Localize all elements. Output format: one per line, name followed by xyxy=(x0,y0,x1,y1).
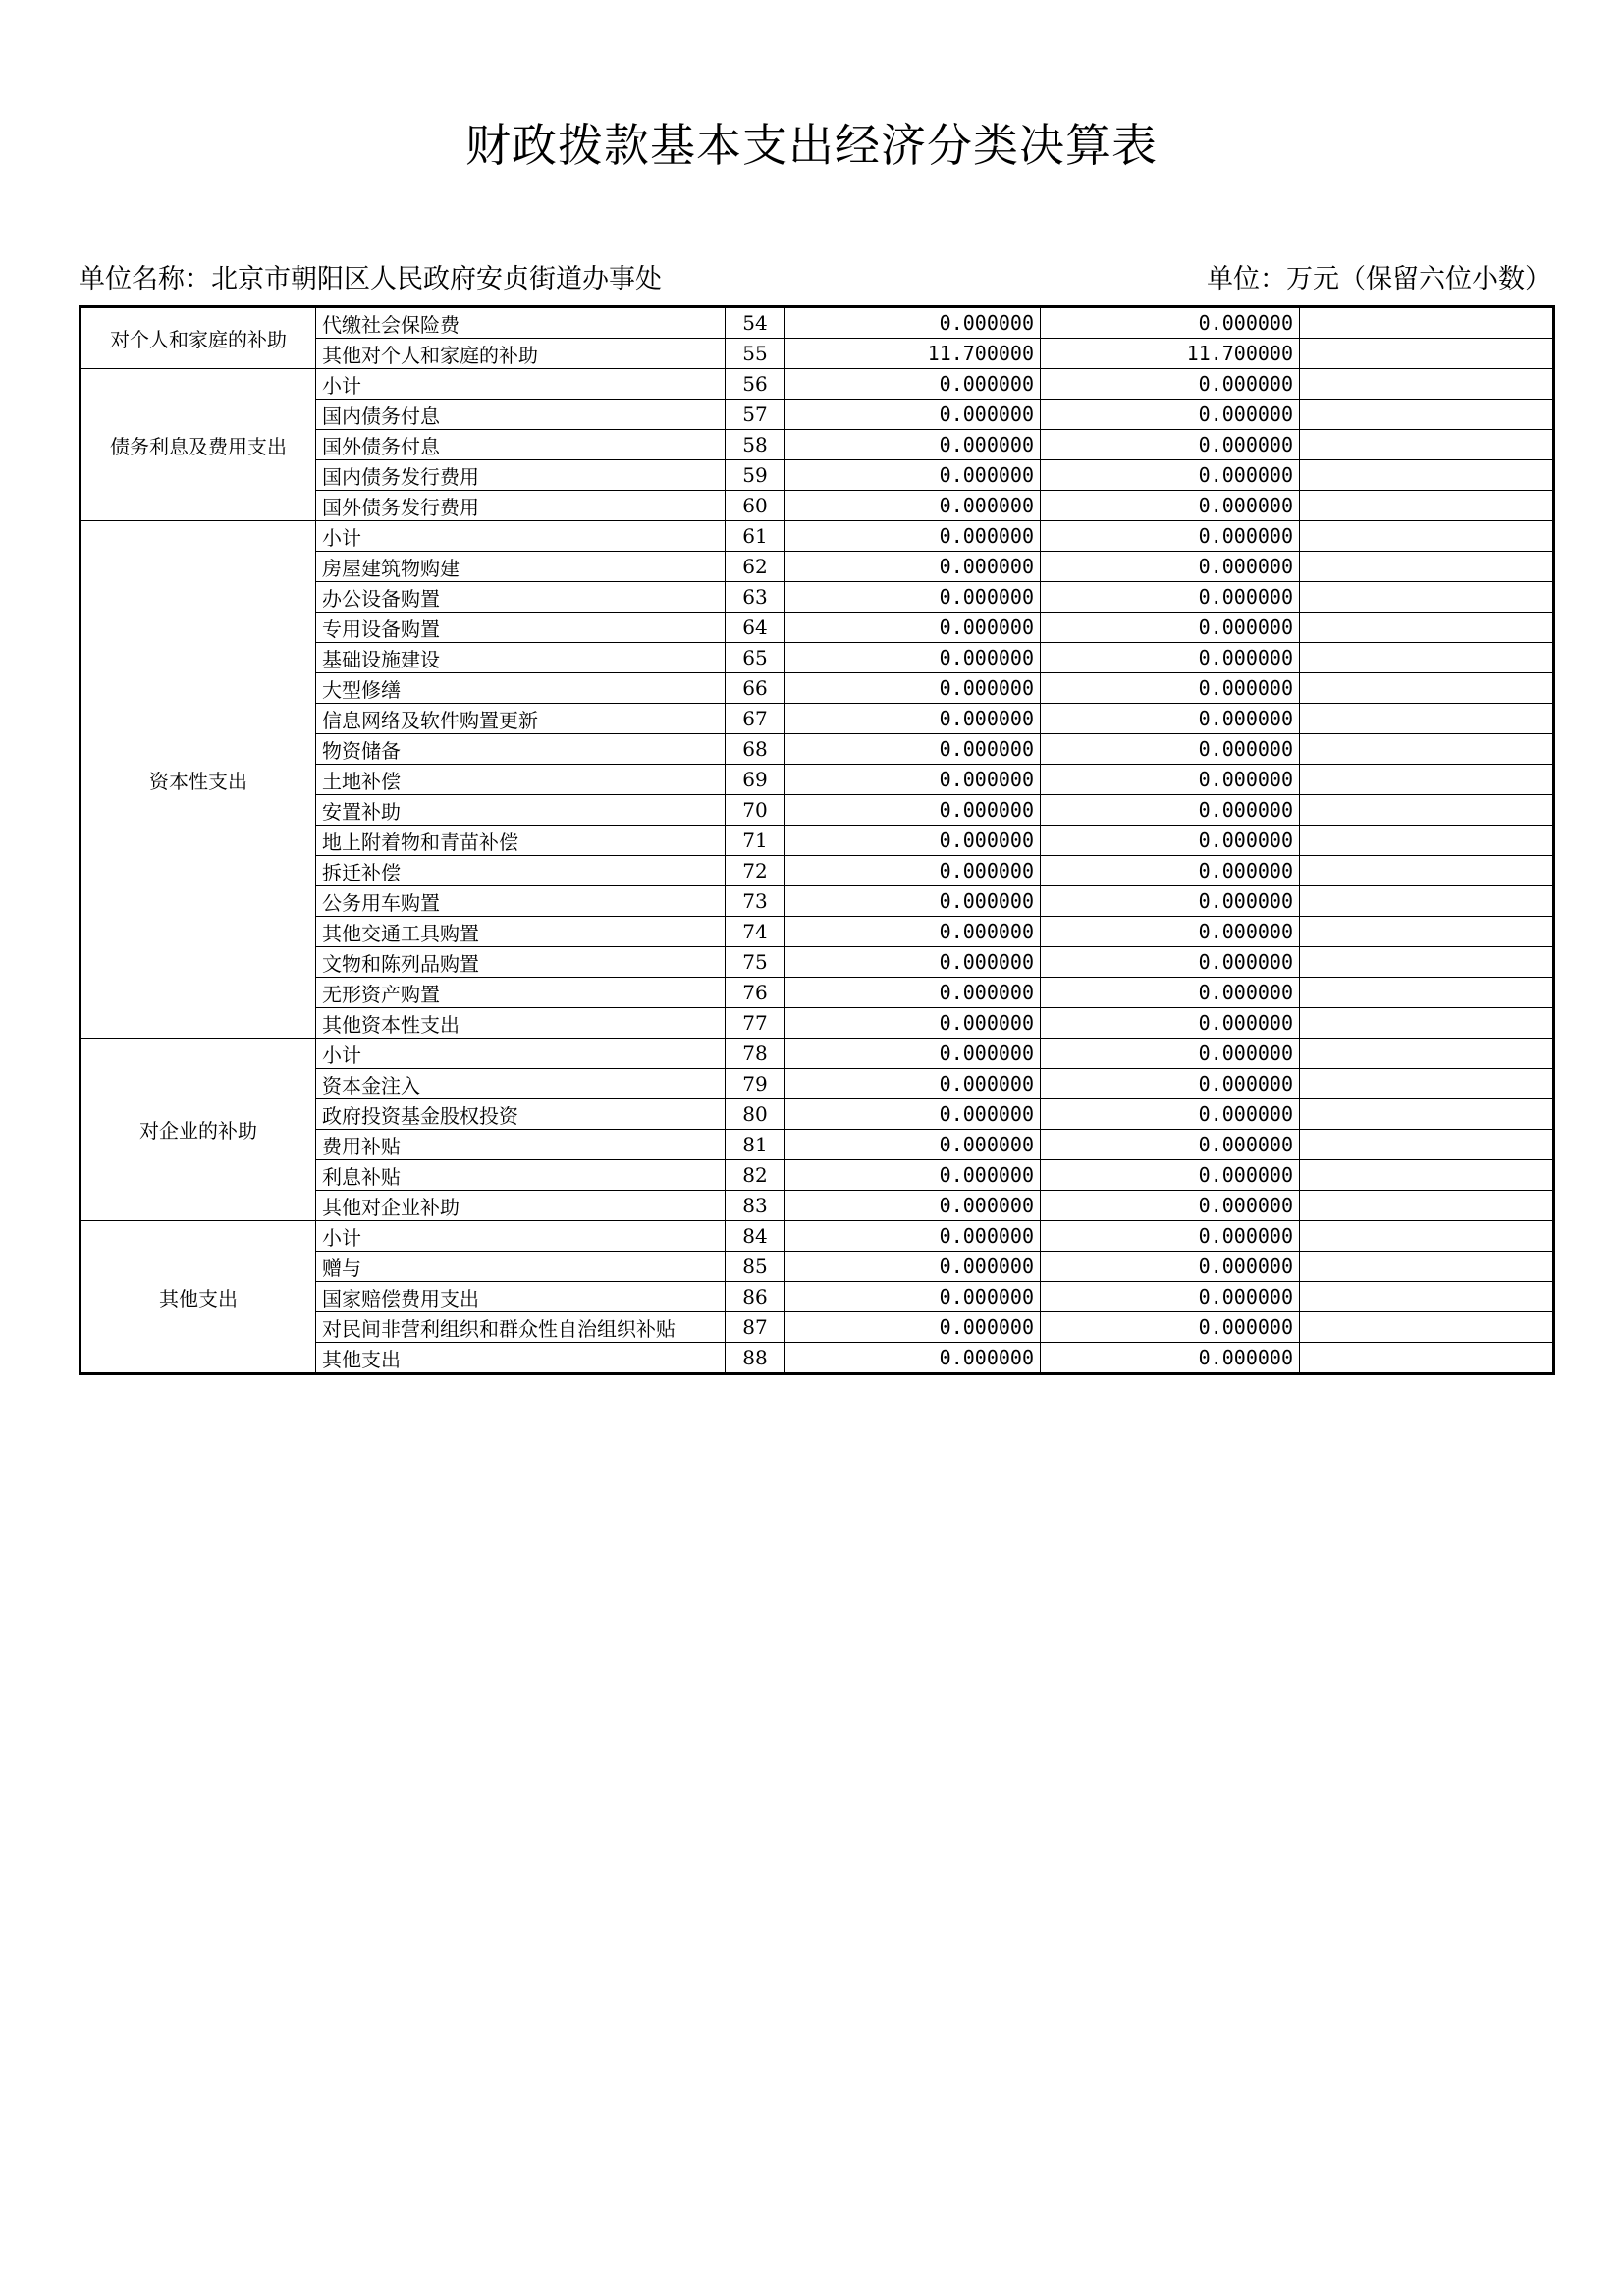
item-cell: 对民间非营利组织和群众性自治组织补贴 xyxy=(316,1312,726,1343)
code-cell: 76 xyxy=(726,978,785,1008)
value-cell-1: 0.000000 xyxy=(785,1069,1041,1099)
item-cell: 其他交通工具购置 xyxy=(316,917,726,947)
value-cell-2: 0.000000 xyxy=(1041,917,1300,947)
item-cell: 其他对个人和家庭的补助 xyxy=(316,339,726,369)
value-cell-1: 0.000000 xyxy=(785,1221,1041,1252)
empty-cell xyxy=(1300,1099,1554,1130)
value-cell-2: 0.000000 xyxy=(1041,491,1300,521)
value-cell-2: 0.000000 xyxy=(1041,552,1300,582)
code-cell: 77 xyxy=(726,1008,785,1039)
table-row xyxy=(81,521,1554,552)
value-cell-1: 0.000000 xyxy=(785,947,1041,978)
value-cell-1: 0.000000 xyxy=(785,1130,1041,1160)
value-cell-2: 0.000000 xyxy=(1041,734,1300,765)
value-cell-2: 0.000000 xyxy=(1041,643,1300,673)
code-cell: 55 xyxy=(726,339,785,369)
empty-cell xyxy=(1300,734,1554,765)
value-cell-1: 0.000000 xyxy=(785,430,1041,460)
value-cell-2: 0.000000 xyxy=(1041,1130,1300,1160)
code-cell: 61 xyxy=(726,521,785,552)
item-cell: 资本金注入 xyxy=(316,1069,726,1099)
code-cell: 66 xyxy=(726,673,785,704)
value-cell-1: 0.000000 xyxy=(785,917,1041,947)
table-row xyxy=(81,369,1554,400)
code-cell: 59 xyxy=(726,460,785,491)
empty-cell xyxy=(1300,1191,1554,1221)
value-cell-2: 0.000000 xyxy=(1041,613,1300,643)
code-cell: 85 xyxy=(726,1252,785,1282)
item-cell: 小计 xyxy=(316,1039,726,1069)
item-cell: 安置补助 xyxy=(316,795,726,826)
empty-cell xyxy=(1300,1312,1554,1343)
expenditure-table xyxy=(79,305,1555,1375)
empty-cell xyxy=(1300,1343,1554,1374)
value-cell-2: 0.000000 xyxy=(1041,1160,1300,1191)
item-cell: 办公设备购置 xyxy=(316,582,726,613)
value-cell-1: 0.000000 xyxy=(785,1099,1041,1130)
item-cell: 利息补贴 xyxy=(316,1160,726,1191)
empty-cell xyxy=(1300,643,1554,673)
empty-cell xyxy=(1300,947,1554,978)
table-row xyxy=(81,1039,1554,1069)
empty-cell xyxy=(1300,613,1554,643)
value-cell-1: 0.000000 xyxy=(785,1252,1041,1282)
value-cell-1: 0.000000 xyxy=(785,673,1041,704)
code-cell: 65 xyxy=(726,643,785,673)
value-cell-2: 0.000000 xyxy=(1041,430,1300,460)
code-cell: 54 xyxy=(726,307,785,339)
code-cell: 70 xyxy=(726,795,785,826)
value-cell-1: 0.000000 xyxy=(785,795,1041,826)
empty-cell xyxy=(1300,552,1554,582)
code-cell: 58 xyxy=(726,430,785,460)
value-cell-1: 0.000000 xyxy=(785,400,1041,430)
item-cell: 其他对企业补助 xyxy=(316,1191,726,1221)
value-cell-1: 0.000000 xyxy=(785,307,1041,339)
code-cell: 81 xyxy=(726,1130,785,1160)
item-cell: 公务用车购置 xyxy=(316,886,726,917)
item-cell: 文物和陈列品购置 xyxy=(316,947,726,978)
item-cell: 赠与 xyxy=(316,1252,726,1282)
value-cell-1: 0.000000 xyxy=(785,613,1041,643)
item-cell: 小计 xyxy=(316,1221,726,1252)
value-cell-2: 0.000000 xyxy=(1041,1343,1300,1374)
value-cell-2: 0.000000 xyxy=(1041,582,1300,613)
value-cell-2: 0.000000 xyxy=(1041,1039,1300,1069)
code-cell: 67 xyxy=(726,704,785,734)
value-cell-1: 0.000000 xyxy=(785,643,1041,673)
item-cell: 国外债务发行费用 xyxy=(316,491,726,521)
empty-cell xyxy=(1300,307,1554,339)
value-cell-1: 0.000000 xyxy=(785,1343,1041,1374)
item-cell: 信息网络及软件购置更新 xyxy=(316,704,726,734)
empty-cell xyxy=(1300,1130,1554,1160)
item-cell: 小计 xyxy=(316,369,726,400)
empty-cell xyxy=(1300,460,1554,491)
empty-cell xyxy=(1300,582,1554,613)
value-cell-2: 0.000000 xyxy=(1041,947,1300,978)
empty-cell xyxy=(1300,978,1554,1008)
item-cell: 代缴社会保险费 xyxy=(316,307,726,339)
code-cell: 62 xyxy=(726,552,785,582)
item-cell: 小计 xyxy=(316,521,726,552)
empty-cell xyxy=(1300,339,1554,369)
item-cell: 房屋建筑物购建 xyxy=(316,552,726,582)
value-cell-1: 0.000000 xyxy=(785,826,1041,856)
item-cell: 国外债务付息 xyxy=(316,430,726,460)
empty-cell xyxy=(1300,1069,1554,1099)
value-cell-2: 0.000000 xyxy=(1041,1008,1300,1039)
code-cell: 88 xyxy=(726,1343,785,1374)
code-cell: 60 xyxy=(726,491,785,521)
empty-cell xyxy=(1300,765,1554,795)
value-cell-2: 0.000000 xyxy=(1041,1312,1300,1343)
value-cell-2: 0.000000 xyxy=(1041,1221,1300,1252)
value-cell-1: 11.700000 xyxy=(785,339,1041,369)
value-cell-1: 0.000000 xyxy=(785,460,1041,491)
code-cell: 64 xyxy=(726,613,785,643)
value-cell-1: 0.000000 xyxy=(785,521,1041,552)
item-cell: 基础设施建设 xyxy=(316,643,726,673)
value-cell-2: 0.000000 xyxy=(1041,400,1300,430)
empty-cell xyxy=(1300,795,1554,826)
value-cell-2: 0.000000 xyxy=(1041,704,1300,734)
code-cell: 71 xyxy=(726,826,785,856)
empty-cell xyxy=(1300,521,1554,552)
item-cell: 国内债务付息 xyxy=(316,400,726,430)
value-cell-1: 0.000000 xyxy=(785,1160,1041,1191)
empty-cell xyxy=(1300,369,1554,400)
value-cell-1: 0.000000 xyxy=(785,369,1041,400)
code-cell: 74 xyxy=(726,917,785,947)
value-cell-2: 0.000000 xyxy=(1041,886,1300,917)
table-row xyxy=(81,307,1554,339)
empty-cell xyxy=(1300,1221,1554,1252)
empty-cell xyxy=(1300,704,1554,734)
value-cell-1: 0.000000 xyxy=(785,1191,1041,1221)
code-cell: 72 xyxy=(726,856,785,886)
value-cell-2: 0.000000 xyxy=(1041,795,1300,826)
value-cell-2: 0.000000 xyxy=(1041,1069,1300,1099)
code-cell: 87 xyxy=(726,1312,785,1343)
value-cell-1: 0.000000 xyxy=(785,978,1041,1008)
value-cell-2: 0.000000 xyxy=(1041,369,1300,400)
code-cell: 75 xyxy=(726,947,785,978)
value-cell-2: 0.000000 xyxy=(1041,460,1300,491)
value-cell-1: 0.000000 xyxy=(785,1008,1041,1039)
category-cell: 其他支出 xyxy=(81,1221,316,1374)
empty-cell xyxy=(1300,673,1554,704)
value-cell-2: 11.700000 xyxy=(1041,339,1300,369)
item-cell: 专用设备购置 xyxy=(316,613,726,643)
empty-cell xyxy=(1300,430,1554,460)
code-cell: 78 xyxy=(726,1039,785,1069)
value-cell-2: 0.000000 xyxy=(1041,765,1300,795)
unit-note: 单位：万元（保留六位小数） xyxy=(1207,264,1551,294)
value-cell-1: 0.000000 xyxy=(785,856,1041,886)
value-cell-1: 0.000000 xyxy=(785,1312,1041,1343)
value-cell-2: 0.000000 xyxy=(1041,521,1300,552)
empty-cell xyxy=(1300,856,1554,886)
empty-cell xyxy=(1300,1160,1554,1191)
table-row xyxy=(81,1221,1554,1252)
item-cell: 地上附着物和青苗补偿 xyxy=(316,826,726,856)
empty-cell xyxy=(1300,1008,1554,1039)
value-cell-2: 0.000000 xyxy=(1041,826,1300,856)
empty-cell xyxy=(1300,826,1554,856)
code-cell: 86 xyxy=(726,1282,785,1312)
code-cell: 57 xyxy=(726,400,785,430)
value-cell-2: 0.000000 xyxy=(1041,1252,1300,1282)
value-cell-1: 0.000000 xyxy=(785,491,1041,521)
empty-cell xyxy=(1300,1252,1554,1282)
item-cell: 其他支出 xyxy=(316,1343,726,1374)
value-cell-1: 0.000000 xyxy=(785,734,1041,765)
value-cell-2: 0.000000 xyxy=(1041,856,1300,886)
table-meta xyxy=(79,257,1551,296)
item-cell: 大型修缮 xyxy=(316,673,726,704)
empty-cell xyxy=(1300,1282,1554,1312)
empty-cell xyxy=(1300,917,1554,947)
empty-cell xyxy=(1300,491,1554,521)
category-cell: 资本性支出 xyxy=(81,521,316,1039)
value-cell-1: 0.000000 xyxy=(785,704,1041,734)
value-cell-1: 0.000000 xyxy=(785,552,1041,582)
code-cell: 82 xyxy=(726,1160,785,1191)
item-cell: 费用补贴 xyxy=(316,1130,726,1160)
empty-cell xyxy=(1300,400,1554,430)
value-cell-1: 0.000000 xyxy=(785,1282,1041,1312)
item-cell: 政府投资基金股权投资 xyxy=(316,1099,726,1130)
code-cell: 83 xyxy=(726,1191,785,1221)
unit-name: 单位名称：北京市朝阳区人民政府安贞街道办事处 xyxy=(79,264,662,294)
category-cell: 对企业的补助 xyxy=(81,1039,316,1221)
empty-cell xyxy=(1300,1039,1554,1069)
value-cell-1: 0.000000 xyxy=(785,1039,1041,1069)
item-cell: 无形资产购置 xyxy=(316,978,726,1008)
item-cell: 物资储备 xyxy=(316,734,726,765)
value-cell-2: 0.000000 xyxy=(1041,1282,1300,1312)
code-cell: 79 xyxy=(726,1069,785,1099)
page-title: 财政拨款基本支出经济分类决算表 xyxy=(465,119,1158,172)
table-body xyxy=(81,307,1554,1374)
category-cell: 对个人和家庭的补助 xyxy=(81,307,316,369)
category-cell: 债务利息及费用支出 xyxy=(81,369,316,521)
item-cell: 拆迁补偿 xyxy=(316,856,726,886)
item-cell: 国家赔偿费用支出 xyxy=(316,1282,726,1312)
code-cell: 68 xyxy=(726,734,785,765)
code-cell: 63 xyxy=(726,582,785,613)
item-cell: 其他资本性支出 xyxy=(316,1008,726,1039)
code-cell: 69 xyxy=(726,765,785,795)
code-cell: 80 xyxy=(726,1099,785,1130)
code-cell: 56 xyxy=(726,369,785,400)
value-cell-2: 0.000000 xyxy=(1041,307,1300,339)
value-cell-2: 0.000000 xyxy=(1041,673,1300,704)
item-cell: 土地补偿 xyxy=(316,765,726,795)
value-cell-1: 0.000000 xyxy=(785,765,1041,795)
code-cell: 84 xyxy=(726,1221,785,1252)
value-cell-1: 0.000000 xyxy=(785,582,1041,613)
value-cell-2: 0.000000 xyxy=(1041,978,1300,1008)
code-cell: 73 xyxy=(726,886,785,917)
empty-cell xyxy=(1300,886,1554,917)
item-cell: 国内债务发行费用 xyxy=(316,460,726,491)
value-cell-1: 0.000000 xyxy=(785,886,1041,917)
value-cell-2: 0.000000 xyxy=(1041,1191,1300,1221)
value-cell-2: 0.000000 xyxy=(1041,1099,1300,1130)
